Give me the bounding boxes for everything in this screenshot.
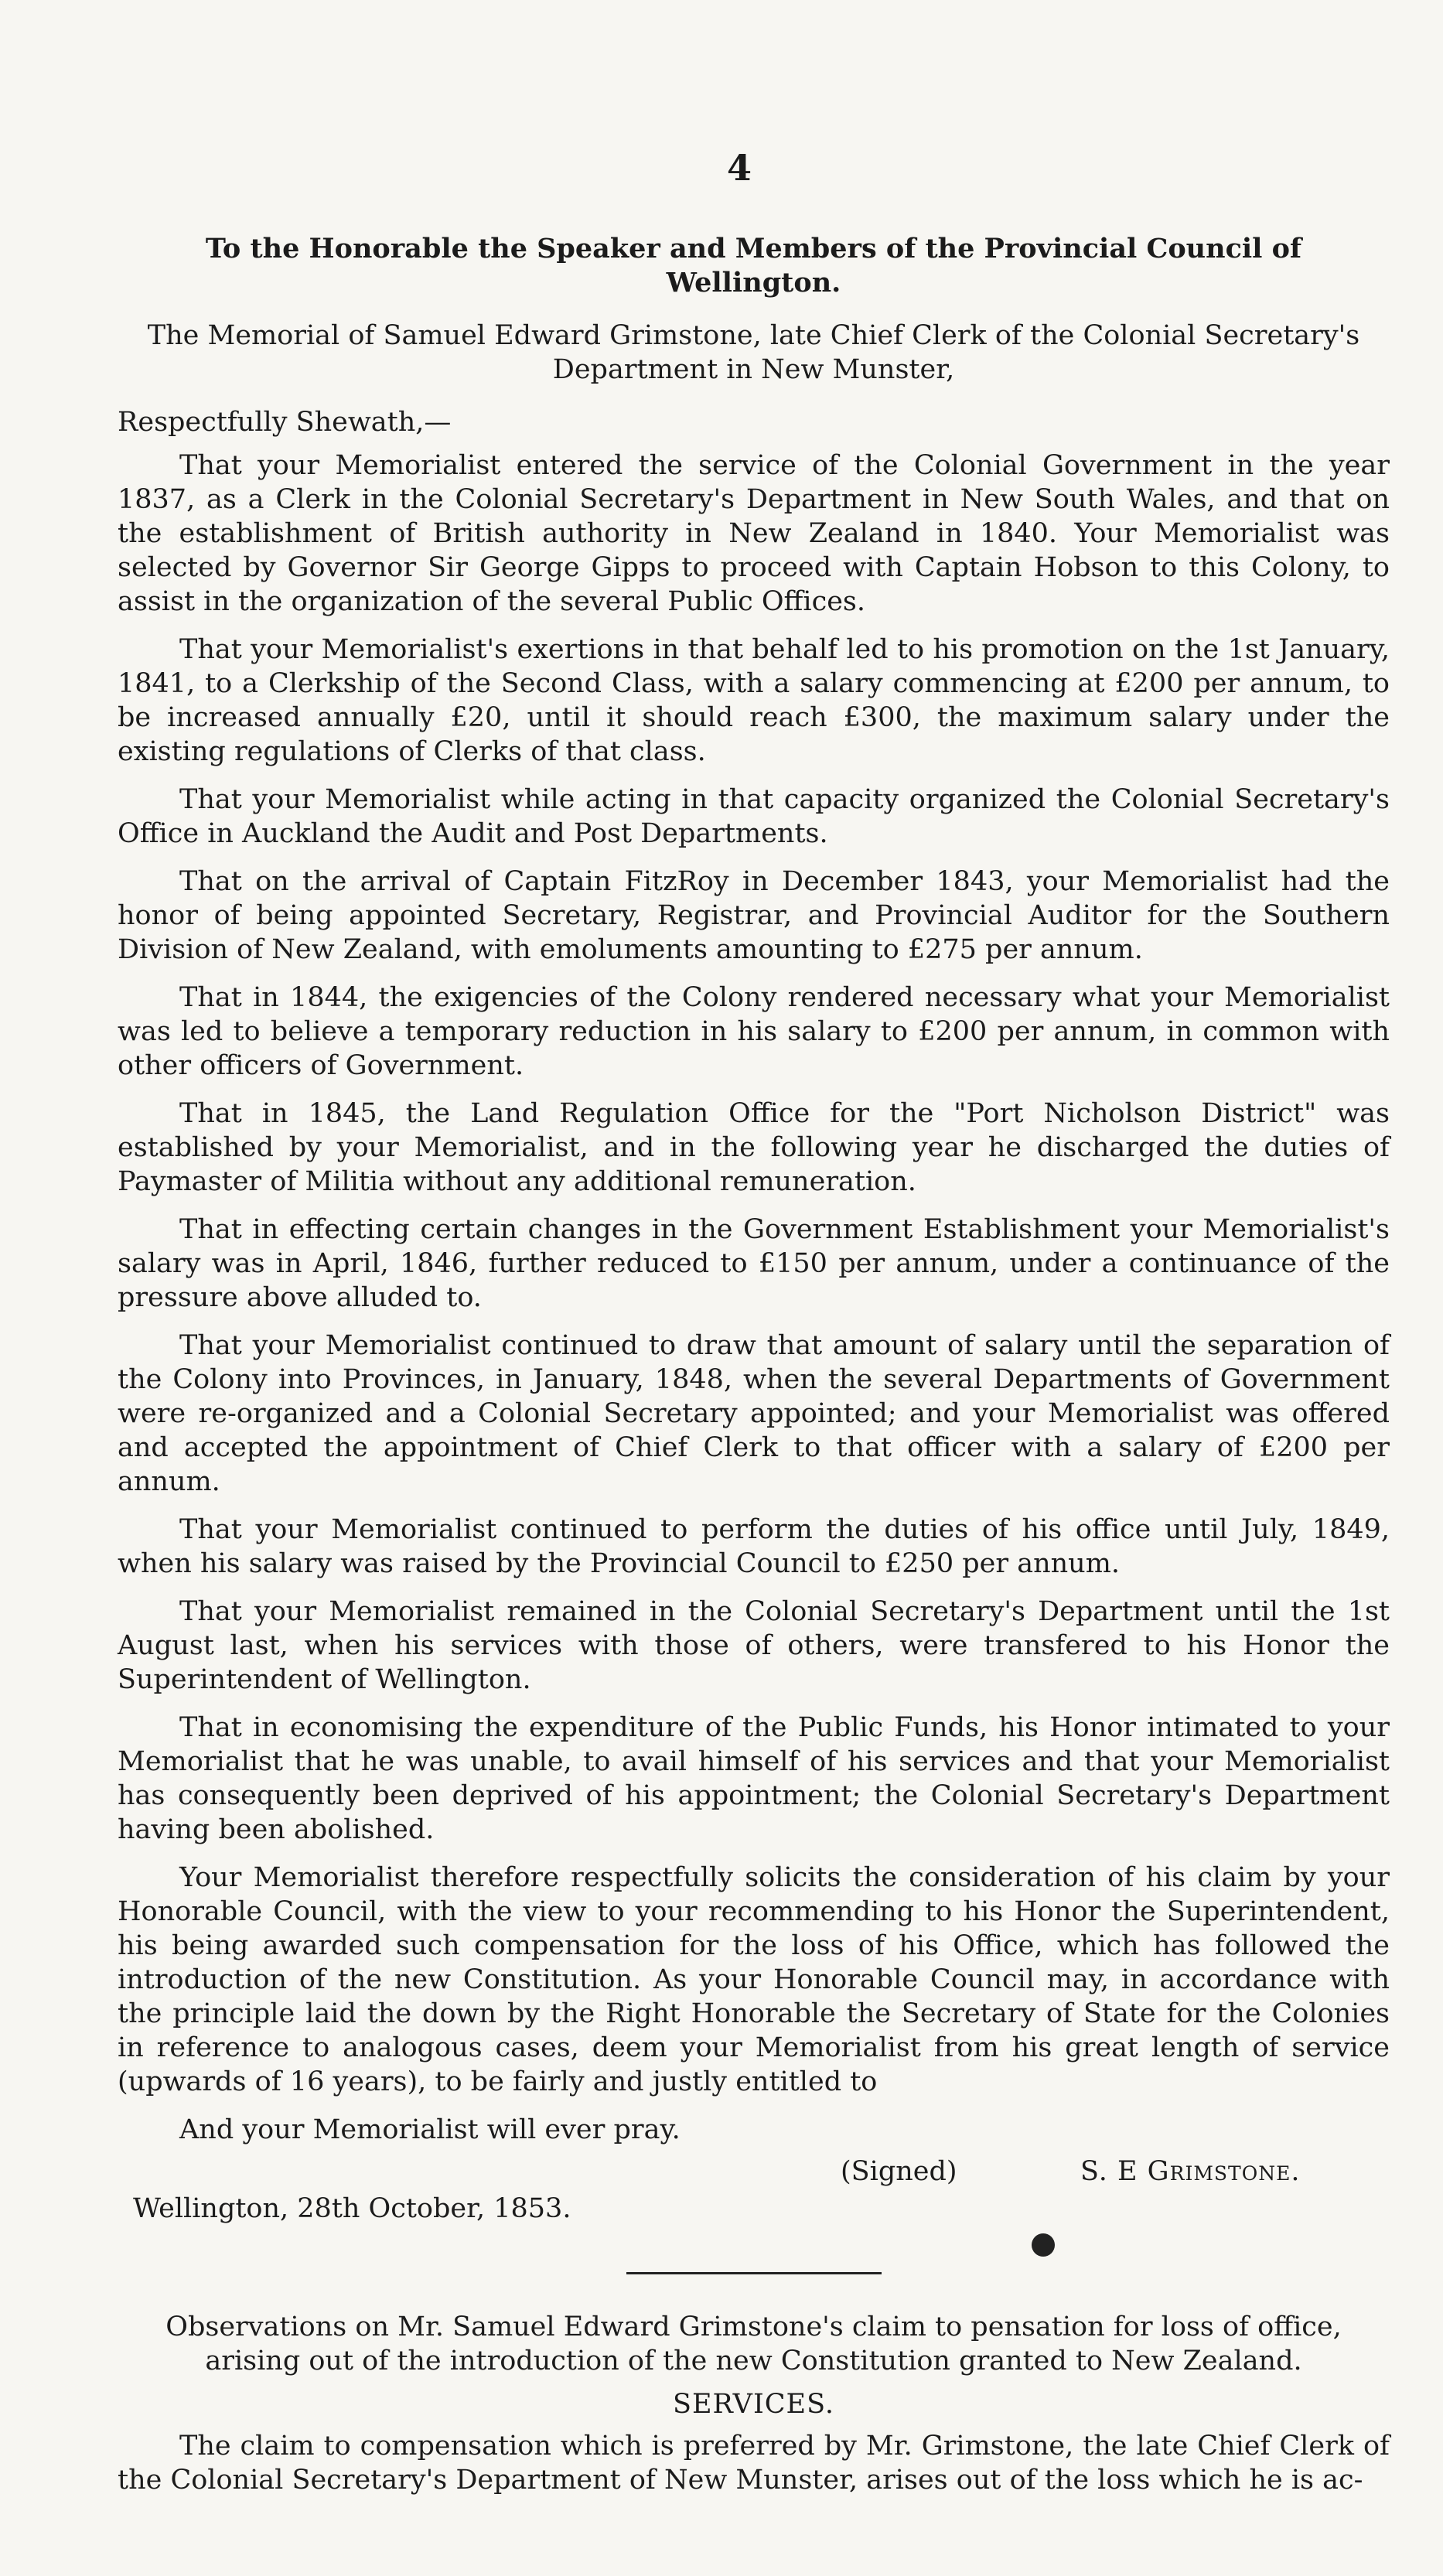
paragraph: That your Memorialist while acting in that capacity organized the Colonial Secretary's Office in Auckland the Audit and Post Departments. xyxy=(118,784,1390,849)
ink-blot xyxy=(1032,2233,1055,2257)
salutation: Respectfully Shewath,— xyxy=(118,407,452,438)
paragraph: That your Memorialist continued to perform the duties of his office until July, 1849, when his salary was raised by the Provincial Council to £250 per annum. xyxy=(118,1514,1390,1579)
signature-row xyxy=(118,2155,1390,2192)
services-heading: SERVICES. xyxy=(673,2389,834,2420)
document-body xyxy=(118,232,1390,2511)
signed-label: (Signed) xyxy=(841,2156,957,2187)
paragraph: That your Memorialist's exertions in that behalf led to his promotion on the 1st January, 1841, to a Clerkship of the Second Class, with a salary commencing at £200 per annum, to be increased annually £20, until it should reach £300, the maximum salary under the existing regulations of Clerks of that class. xyxy=(118,634,1390,767)
closing-line: And your Memorialist will ever pray. xyxy=(179,2114,681,2145)
paragraph: That your Memorialist continued to draw that amount of salary until the separation of the Colony into Provinces, in January, 1848, when the several Departments of Government were re-organized and a Colonial Secretary appointed; and your Memorialist was offered and accepted the appointment of Chief Clerk to that officer with a salary of £200 per annum. xyxy=(118,1330,1390,1497)
section-divider xyxy=(626,2272,882,2274)
memorial-title: The Memorial of Samuel Edward Grimstone, late Chief Clerk of the Colonial Secretary's Department in New Munster, xyxy=(147,320,1360,385)
page-number: 4 xyxy=(727,147,752,189)
paragraph: That your Memorialist entered the service of the Colonial Government in the year 1837, as a Clerk in the Colonial Secretary's Department in New South Wales, and that on the establishment of British authority in New Zealand in 1840. Your Memorialist was selected by Governor Sir George Gipps to proceed with Captain Hobson to this Colony, to assist in the organization of the several Public Offices. xyxy=(118,450,1390,617)
memorial-heading: To the Honorable the Speaker and Members of the Provincial Council of Wellington. xyxy=(205,233,1302,299)
paragraph: That your Memorialist remained in the Colonial Secretary's Department until the 1st August last, when his services with those of others, were transfered to his Honor the Superintendent of Wellington. xyxy=(118,1596,1390,1695)
paragraph: That on the arrival of Captain FitzRoy in December 1843, your Memorialist had the honor of being appointed Secretary, Registrar, and Provincial Auditor for the Southern Division of New Zealand, with emoluments amounting to £275 per annum. xyxy=(118,866,1390,965)
signer-name: S. E Grimstone. xyxy=(1080,2156,1301,2187)
paragraph: Your Memorialist therefore respectfully solicits the consideration of his claim by your Honorable Council, with the view to your recommending to his Honor the Superintendent, his being awarded such compensation for the loss of his Office, which has followed the introduction of the new Constitution. As your Honorable Council may, in accordance with the principle laid the down by the Right Honorable the Secretary of State for the Colonies in reference to analogous cases, deem your Memorialist from his great length of service (upwards of 16 years), to be fairly and justly entitled to xyxy=(118,1862,1390,2097)
date-line: Wellington, 28th October, 1853. xyxy=(133,2193,571,2224)
paragraph: That in effecting certain changes in the Government Establishment your Memorialist's salary was in April, 1846, further reduced to £150 per annum, under a continuance of the pressure above alluded to. xyxy=(118,1214,1390,1313)
paragraph: That in 1844, the exigencies of the Colony rendered necessary what your Memorialist was led to believe a temporary reduction in his salary to £200 per annum, in common with other officers of Government. xyxy=(118,982,1390,1081)
paragraph: The claim to compensation which is preferred by Mr. Grimstone, the late Chief Clerk of the Colonial Secretary's Department of New Munster, arises out of the loss which he is ac- xyxy=(118,2431,1390,2496)
paragraph: That in 1845, the Land Regulation Office for the "Port Nicholson District" was established by your Memorialist, and in the following year he discharged the duties of Paymaster of Militia without any additional remuneration. xyxy=(118,1098,1390,1197)
paragraph: That in economising the expenditure of the Public Funds, his Honor intimated to your Memorialist that he was unable, to avail himself of his services and that your Memorialist has consequently been deprived of his appointment; the Colonial Secretary's Department having been abolished. xyxy=(118,1712,1390,1845)
observations-title: Observations on Mr. Samuel Edward Grimstone's claim to pensation for loss of office, arising out of the introduction of the new Constitution granted to New Zealand. xyxy=(165,2312,1342,2376)
